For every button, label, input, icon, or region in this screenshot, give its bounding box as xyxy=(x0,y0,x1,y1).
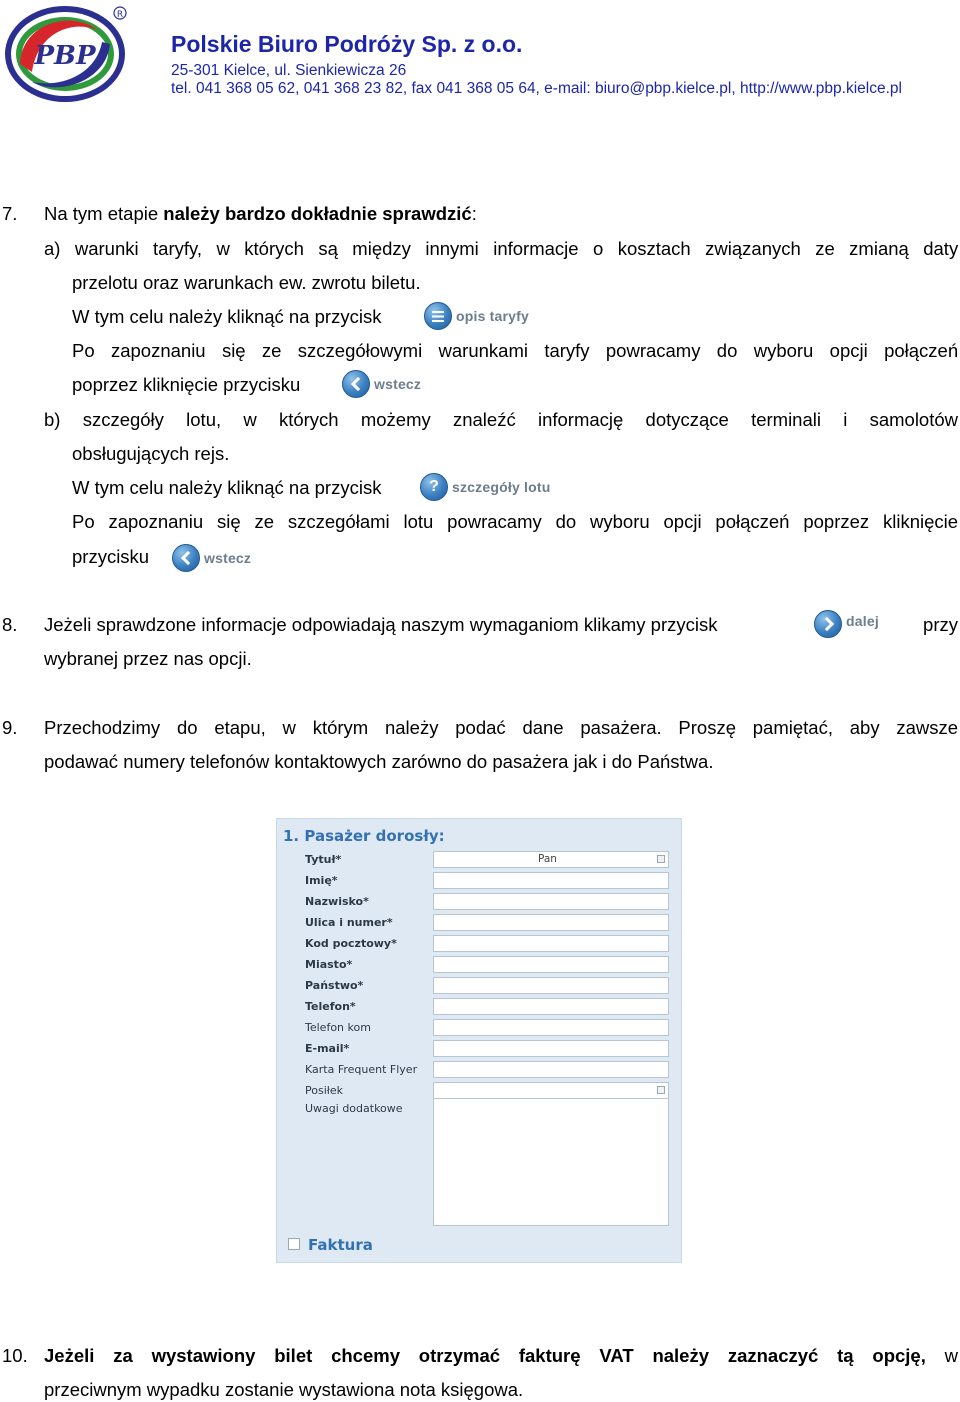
svg-text:R: R xyxy=(116,10,124,20)
arrow-left-icon xyxy=(172,544,200,572)
remarks-textarea[interactable] xyxy=(433,1098,669,1226)
step9-number: 9. xyxy=(2,717,18,738)
form-title: 1. Pasażer dorosły: xyxy=(283,827,445,845)
last-name-input[interactable] xyxy=(433,893,669,910)
step7-b-line5: przycisku xyxy=(72,546,150,567)
step7-a-line1: a) warunki taryfy, w których są między innymi informacje o kosztach związanych ze zmianą daty xyxy=(44,238,959,259)
step7-number: 7. xyxy=(2,203,18,224)
frequent-flyer-input[interactable] xyxy=(433,1061,669,1078)
remarks-label: Uwagi dodatkowe xyxy=(305,1102,403,1115)
step7-a-line2: przelotu oraz warunkach ew. zwrotu biletu. xyxy=(72,272,421,293)
back-button-2-label: wstecz xyxy=(204,550,252,566)
help-icon: ? xyxy=(420,473,448,501)
back-button-2[interactable] xyxy=(172,542,251,574)
step7-a-line5: poprzez kliknięcie przycisku xyxy=(72,374,301,395)
step7-intro xyxy=(44,203,477,225)
last-name-label: Nazwisko* xyxy=(305,895,369,908)
logo-lettering: PBP xyxy=(34,41,96,71)
city-label: Miasto* xyxy=(305,958,353,971)
next-button[interactable] xyxy=(814,608,879,640)
step10-number: 10. xyxy=(2,1345,28,1366)
invoice-checkbox[interactable] xyxy=(288,1238,300,1250)
next-button-label: dalej xyxy=(846,613,879,629)
flight-details-button[interactable] xyxy=(420,471,550,503)
title-select[interactable] xyxy=(433,851,669,868)
company-name: Polskie Biuro Podróży Sp. z o.o. xyxy=(171,31,523,57)
first-name-input[interactable] xyxy=(433,872,669,889)
arrow-right-icon xyxy=(814,610,842,638)
list-icon xyxy=(424,302,452,330)
email-label: E-mail* xyxy=(305,1042,350,1055)
first-name-label: Imię* xyxy=(305,874,338,887)
step10-line2: przeciwnym wypadku zostanie wystawiona nota księgowa. xyxy=(44,1379,524,1400)
back-button-1-label: wstecz xyxy=(374,376,422,392)
country-label: Państwo* xyxy=(305,979,364,992)
step7-a-line3: W tym celu należy kliknąć na przycisk xyxy=(72,306,382,327)
title-select-value: Pan xyxy=(538,853,557,865)
phone-label: Telefon* xyxy=(305,1000,356,1013)
step7-b-line2: obsługujących rejs. xyxy=(72,443,230,464)
postal-code-input[interactable] xyxy=(433,935,669,952)
meal-label: Posiłek xyxy=(305,1084,344,1097)
step7-b-line3: W tym celu należy kliknąć na przycisk xyxy=(72,477,382,498)
phone-input[interactable] xyxy=(433,998,669,1015)
title-label: Tytuł* xyxy=(305,853,342,866)
mobile-label: Telefon kom xyxy=(305,1021,371,1034)
company-logo xyxy=(2,2,130,104)
mobile-input[interactable] xyxy=(433,1019,669,1036)
country-input[interactable] xyxy=(433,977,669,994)
postal-code-label: Kod pocztowy* xyxy=(305,937,397,950)
street-input[interactable] xyxy=(433,914,669,931)
step7-a-line4: Po zapoznaniu się ze szczegółowymi warunkami taryfy powracamy do wyboru opcji połączeń xyxy=(72,340,959,361)
step9-line2: podawać numery telefonów kontaktowych zarówno do pasażera jak i do Państwa. xyxy=(44,751,714,772)
step10-line1: Jeżeli za wystawiony bilet chcemy otrzymać fakturę VAT należy zaznaczyć tą opcję, w xyxy=(44,1345,959,1366)
invoice-label[interactable]: Faktura xyxy=(308,1236,373,1254)
company-address: 25-301 Kielce, ul. Sienkiewicza 26 xyxy=(171,62,407,79)
frequent-flyer-label: Karta Frequent Flyer xyxy=(305,1063,418,1076)
step7-intro-text: Na tym etapie xyxy=(44,203,159,224)
arrow-left-icon xyxy=(342,370,370,398)
street-label: Ulica i numer* xyxy=(305,916,393,929)
back-button-1[interactable] xyxy=(342,368,421,400)
step8-line2: wybranej przez nas opcji. xyxy=(44,648,252,669)
step7-b-line1: b) szczegóły lotu, w których możemy znaleźć informację dotyczące terminali i samolotów xyxy=(44,409,959,430)
step7-intro-end: : xyxy=(471,203,477,224)
step8-line1: Jeżeli sprawdzone informacje odpowiadają naszym wymaganiom klikamy przycisk xyxy=(44,614,718,635)
step8-number: 8. xyxy=(2,614,18,635)
fare-rules-button-label: opis taryfy xyxy=(456,308,529,324)
step8-line1-end: przy xyxy=(923,614,958,635)
fare-rules-button[interactable] xyxy=(424,300,529,332)
step9-line1: Przechodzimy do etapu, w którym należy podać dane pasażera. Proszę pamiętać, aby zawsze xyxy=(44,717,959,738)
meal-select[interactable] xyxy=(433,1082,669,1099)
step7-b-line4: Po zapoznaniu się ze szczegółami lotu powracamy do wyboru opcji połączeń poprzez kliknięcie xyxy=(72,511,959,532)
city-input[interactable] xyxy=(433,956,669,973)
flight-details-button-label: szczegóły lotu xyxy=(452,479,551,495)
email-input[interactable] xyxy=(433,1040,669,1057)
step7-intro-bold: należy bardzo dokładnie sprawdzić xyxy=(163,203,472,224)
passenger-form xyxy=(276,818,682,1263)
company-contact: tel. 041 368 05 62, 041 368 23 82, fax 041 368 05 64, e-mail: biuro@pbp.kielce.pl, http://www.pbp.kielce.pl xyxy=(171,80,902,97)
